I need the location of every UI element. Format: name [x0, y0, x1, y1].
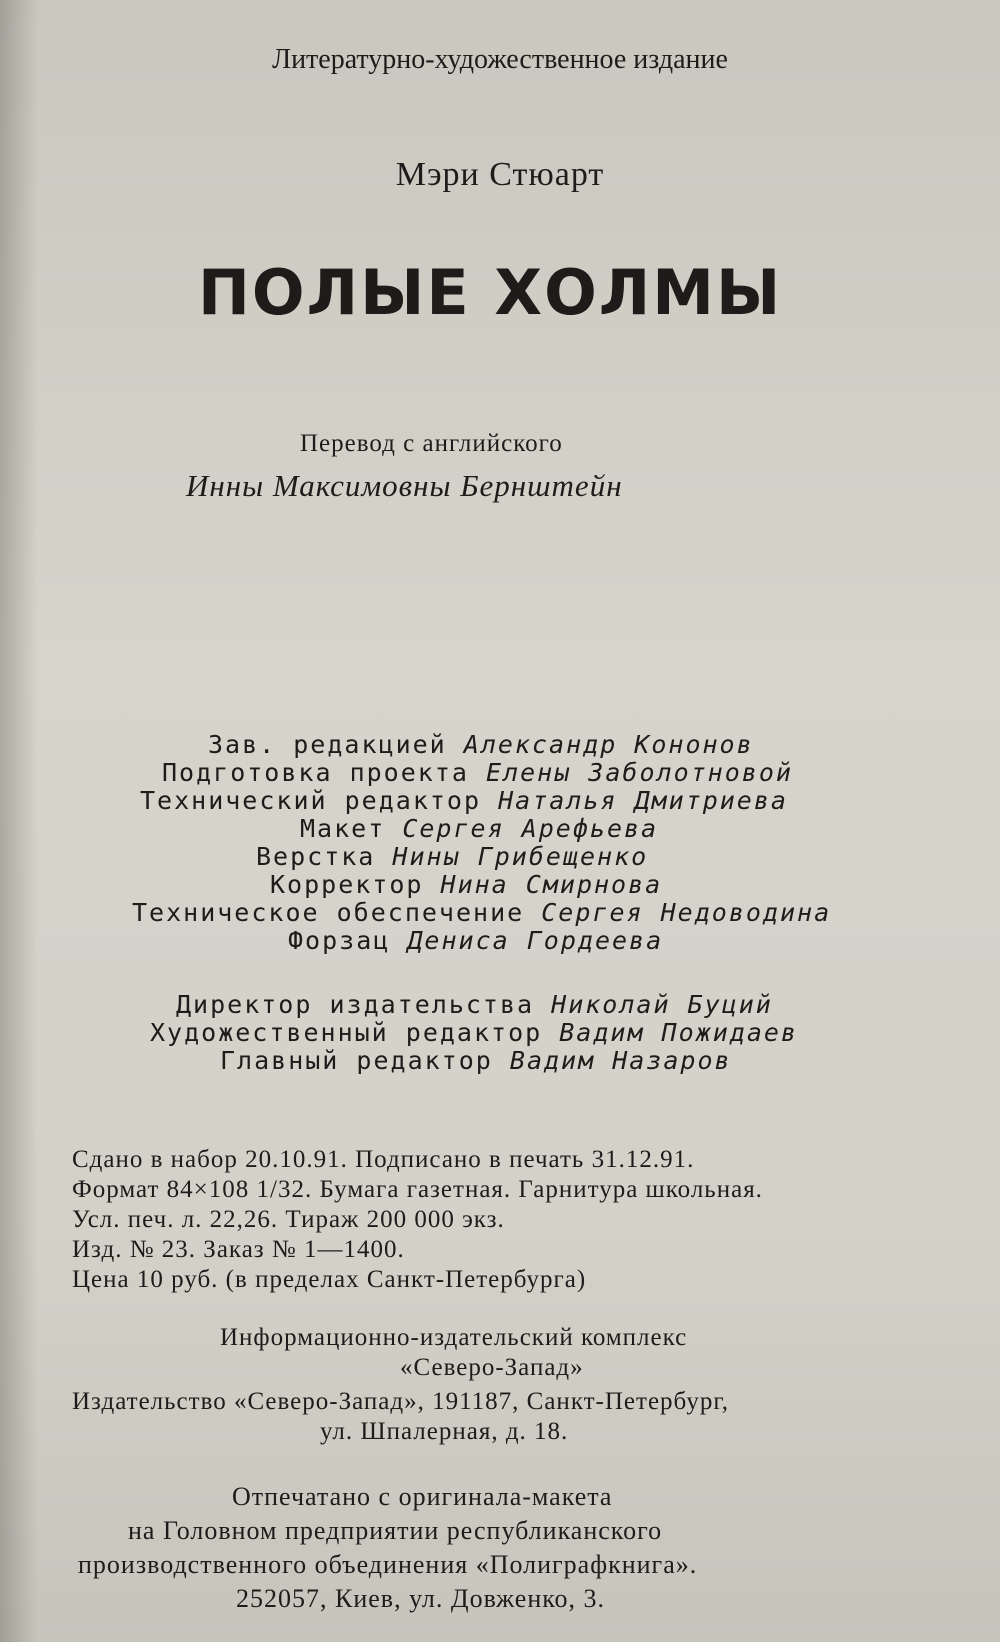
credit-line: Зав. редакцией Александр Кононов	[208, 730, 754, 759]
translation-label: Перевод с английского	[300, 430, 563, 457]
printer-line: Отпечатано с оригинала-макета	[232, 1482, 613, 1511]
credit-line: Форзац Дениса Гордеева	[288, 926, 664, 955]
credit-line: Техническое обеспечение Сергея Недоводина	[132, 898, 832, 927]
imprint-line: Цена 10 руб. (в пределах Санкт-Петербурга)	[72, 1266, 587, 1293]
page-shadow	[0, 0, 38, 1642]
printer-line: производственного объединения «Полиграфкнига».	[78, 1550, 698, 1579]
management-line: Художественный редактор Вадим Пожидаев	[150, 1018, 798, 1047]
credit-line: Технический редактор Наталья Дмитриева	[140, 786, 788, 815]
imprint-line: Усл. печ. л. 22,26. Тираж 200 000 экз.	[72, 1206, 505, 1233]
credit-line: Верстка Нины Грибещенко	[256, 842, 649, 871]
author-name: Мэри Стюарт	[395, 156, 605, 193]
imprint-line: Формат 84×108 1/32. Бумага газетная. Гарнитура школьная.	[72, 1176, 763, 1203]
credit-line: Макет Сергея Арефьева	[300, 814, 659, 843]
publisher-address: Издательство «Северо-Запад», 191187, Санкт-Петербург,	[72, 1388, 730, 1415]
credit-line: Корректор Нина Смирнова	[270, 870, 663, 899]
publisher-complex-name: «Северо-Запад»	[400, 1354, 584, 1381]
book-title: ПОЛЫЕ ХОЛМЫ	[198, 256, 783, 329]
management-line: Директор издательства Николай Буций	[176, 990, 773, 1019]
edition-type: Литературно-художественное издание	[272, 44, 728, 75]
publisher-complex: Информационно-издательский комплекс	[220, 1324, 688, 1351]
imprint-line: Изд. № 23. Заказ № 1—1400.	[72, 1236, 405, 1263]
printer-line: на Головном предприятии республиканского	[128, 1516, 663, 1545]
credit-line: Подготовка проекта Елены Заболотновой	[162, 758, 793, 787]
imprint-line: Сдано в набор 20.10.91. Подписано в печать 31.12.91.	[72, 1146, 695, 1173]
publisher-street: ул. Шпалерная, д. 18.	[320, 1418, 569, 1445]
printer-line: 252057, Киев, ул. Довженко, 3.	[236, 1584, 606, 1613]
translator-name: Инны Максимовны Бернштейн	[186, 468, 623, 503]
management-line: Главный редактор Вадим Назаров	[220, 1046, 732, 1075]
